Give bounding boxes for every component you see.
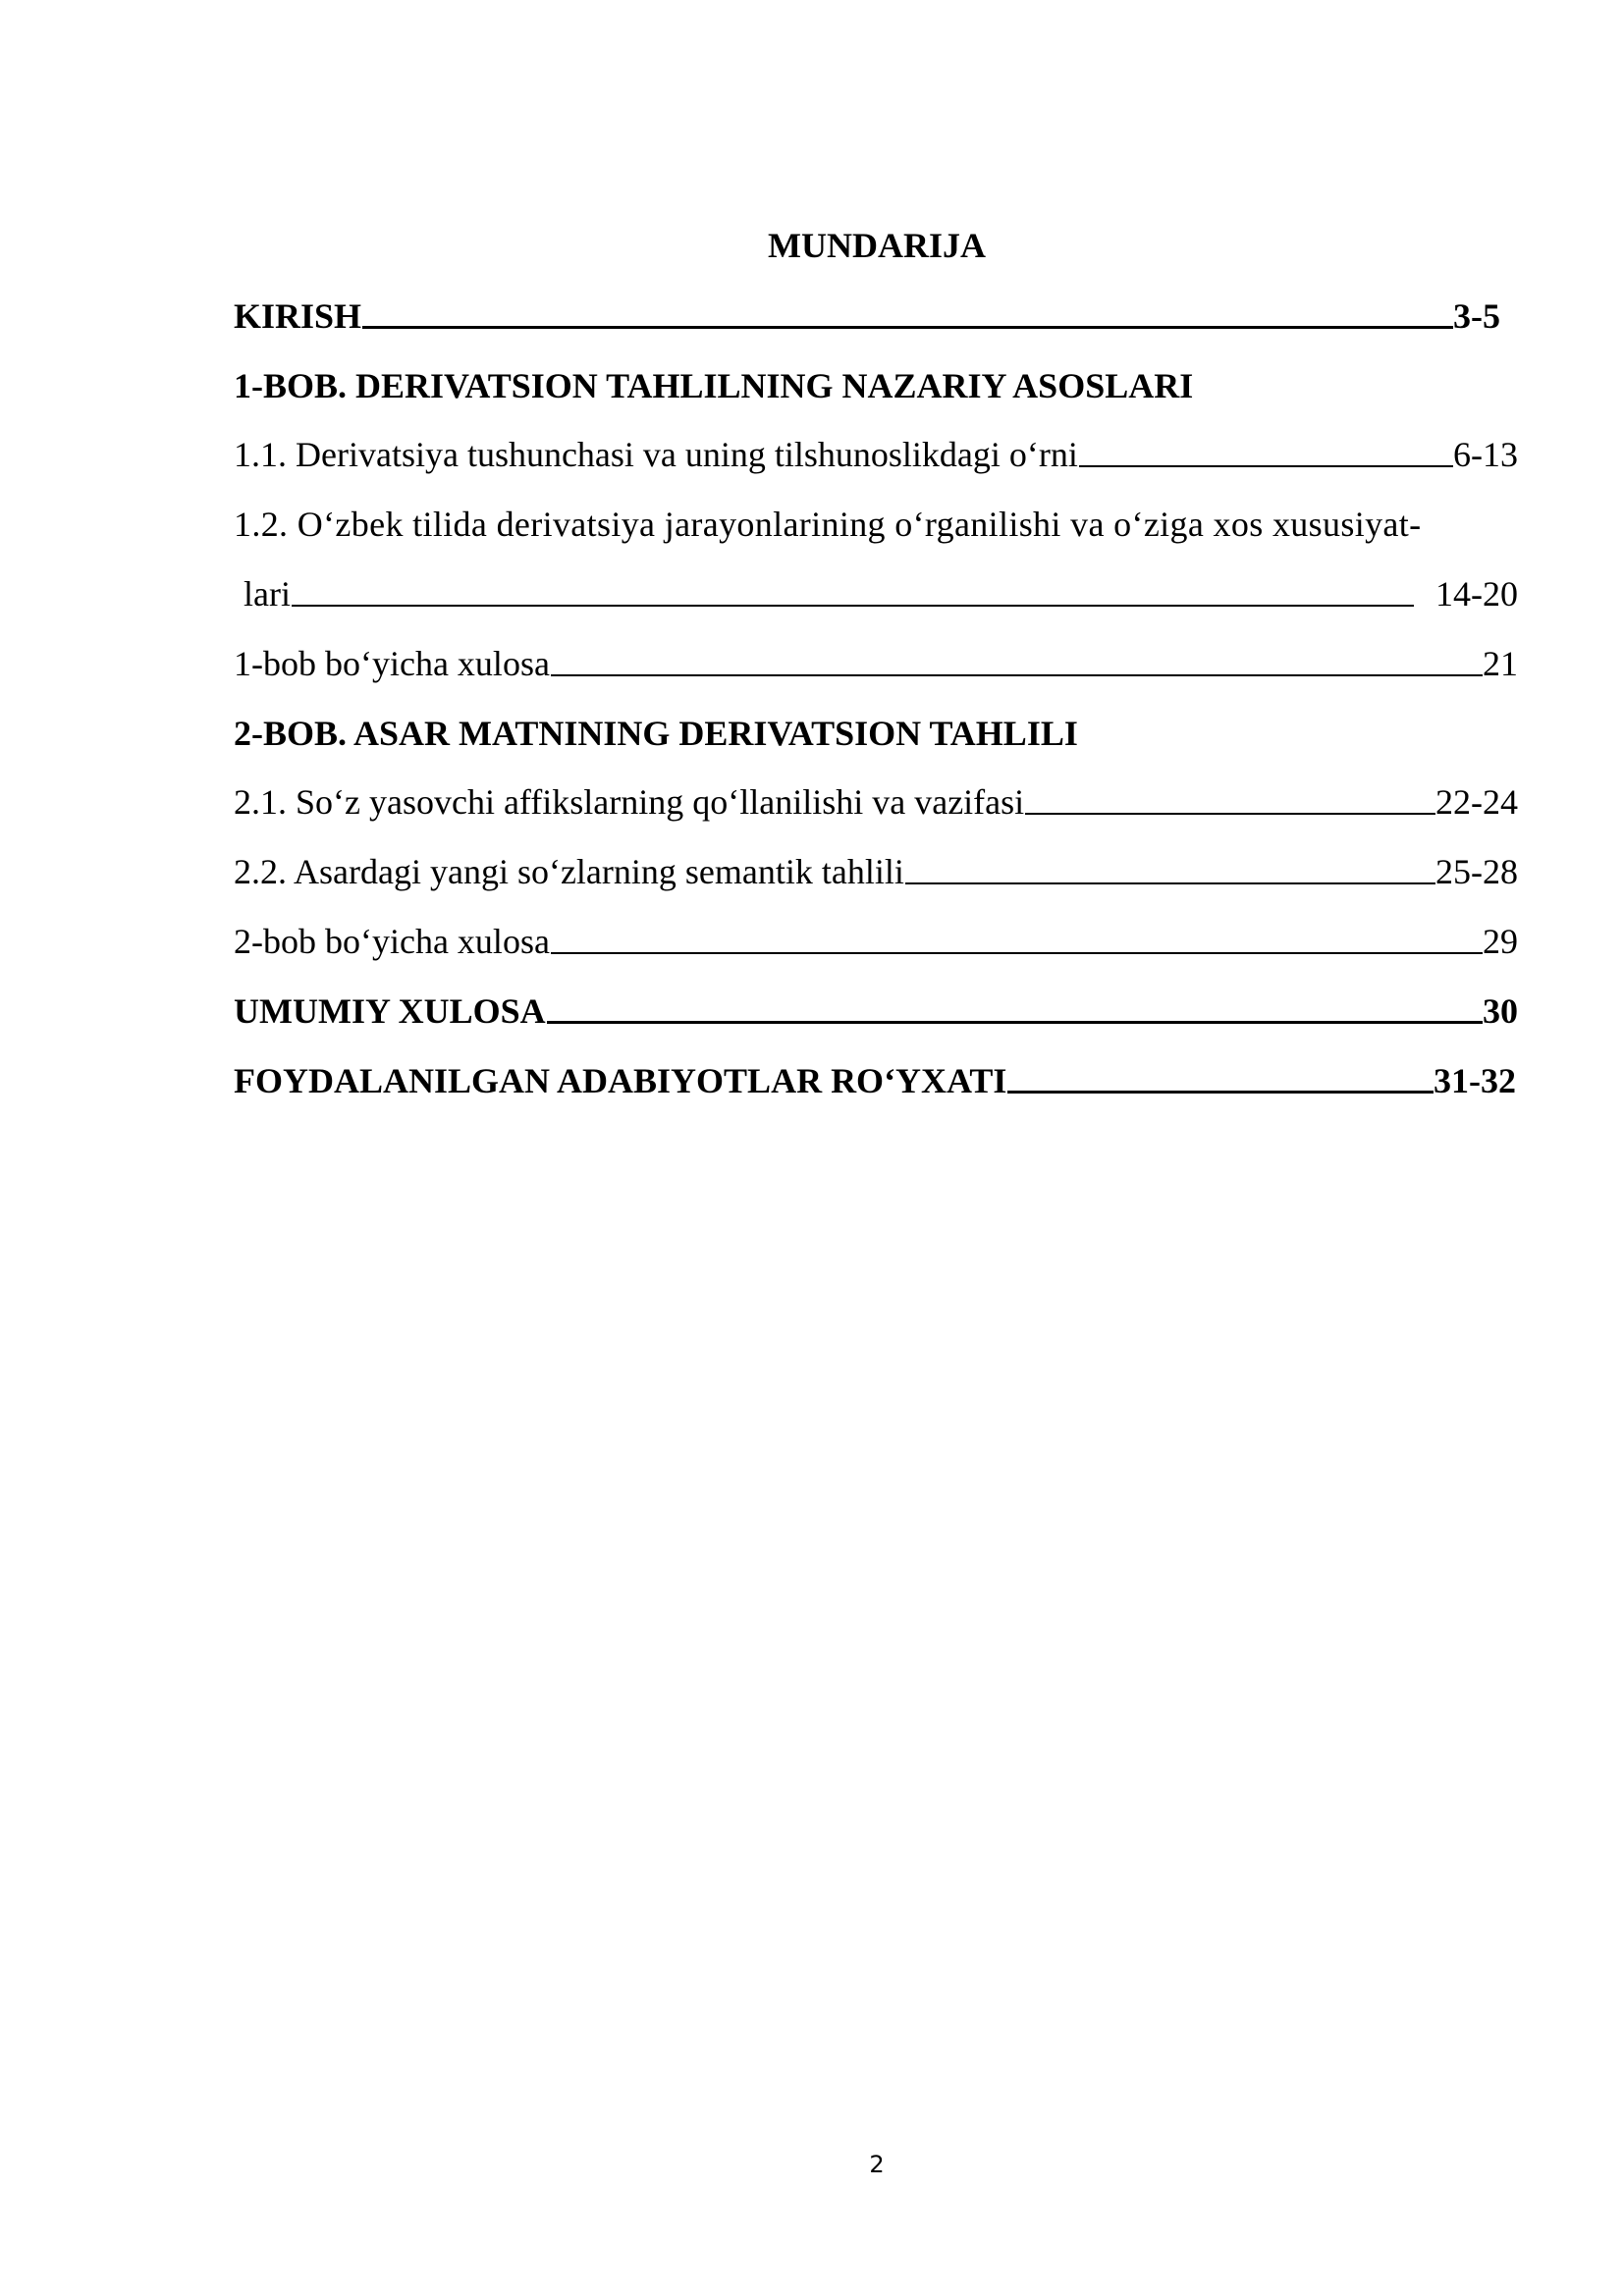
toc-entry-pages: 22-24 bbox=[1435, 782, 1518, 822]
page-title: MUNDARIJA bbox=[768, 226, 986, 265]
toc-entry-pages: 31-32 bbox=[1434, 1061, 1516, 1100]
toc-entry-pages: 30 bbox=[1483, 991, 1518, 1031]
toc-entry-label: 2.1. So‘z yasovchi affikslarning qo‘llanilishi va vazifasi bbox=[234, 782, 1025, 822]
toc-entry-label: 2-bob bo‘yicha xulosa bbox=[234, 922, 550, 961]
chapter-1-heading[interactable]: 1-BOB. DERIVATSION TAHLILNING NAZARIY ASOSLARI bbox=[234, 366, 1194, 405]
toc-entry-conclusion[interactable] bbox=[234, 989, 1518, 1033]
toc-entry-label: UMUMIY XULOSA bbox=[234, 991, 546, 1031]
toc-leader bbox=[1025, 813, 1435, 815]
toc-entry-references[interactable] bbox=[234, 1059, 1516, 1102]
toc-entry-kirish[interactable] bbox=[234, 294, 1500, 338]
toc-entry-pages: 14-20 bbox=[1435, 574, 1518, 614]
toc-entry-summary-1[interactable] bbox=[234, 642, 1518, 685]
toc-entry-label: 1-bob bo‘yicha xulosa bbox=[234, 644, 550, 683]
toc-entry-1-2-line2[interactable] bbox=[244, 572, 1518, 615]
toc-entry-1-2-line1[interactable]: 1.2. O‘zbek tilida derivatsiya jarayonlarining o‘rganilishi va o‘ziga xos xususiyat- bbox=[234, 505, 1422, 544]
toc-entry-2-2[interactable] bbox=[234, 850, 1518, 893]
toc-entry-label: lari bbox=[244, 574, 291, 614]
toc-entry-pages: 3-5 bbox=[1453, 296, 1500, 336]
toc-leader bbox=[362, 326, 1453, 329]
toc-entry-label: FOYDALANILGAN ADABIYOTLAR RO‘YXATI bbox=[234, 1061, 1007, 1100]
toc-leader bbox=[905, 882, 1435, 884]
toc-entry-label: 1.1. Derivatsiya tushunchasi va uning tilshunoslikdagi o‘rni bbox=[234, 435, 1078, 474]
toc-leader bbox=[1079, 465, 1453, 467]
toc-leader bbox=[551, 952, 1483, 954]
toc-entry-label: KIRISH bbox=[234, 296, 362, 336]
toc-leader bbox=[292, 605, 1414, 607]
toc-entry-2-1[interactable] bbox=[234, 780, 1518, 824]
toc-entry-summary-2[interactable] bbox=[234, 920, 1518, 963]
page-number: 2 bbox=[869, 2151, 885, 2178]
toc-entry-pages: 21 bbox=[1483, 644, 1518, 683]
toc-leader bbox=[547, 1021, 1483, 1024]
toc-entry-pages: 25-28 bbox=[1435, 852, 1518, 891]
toc-entry-pages: 6-13 bbox=[1453, 435, 1518, 474]
toc-entry-label: 2.2. Asardagi yangi so‘zlarning semantik tahlili bbox=[234, 852, 904, 891]
toc-leader bbox=[1007, 1091, 1434, 1094]
chapter-2-heading[interactable]: 2-BOB. ASAR MATNINING DERIVATSION TAHLILI bbox=[234, 714, 1078, 753]
toc-entry-pages: 29 bbox=[1483, 922, 1518, 961]
toc-entry-1-1[interactable] bbox=[234, 433, 1518, 476]
toc-leader bbox=[551, 674, 1483, 676]
